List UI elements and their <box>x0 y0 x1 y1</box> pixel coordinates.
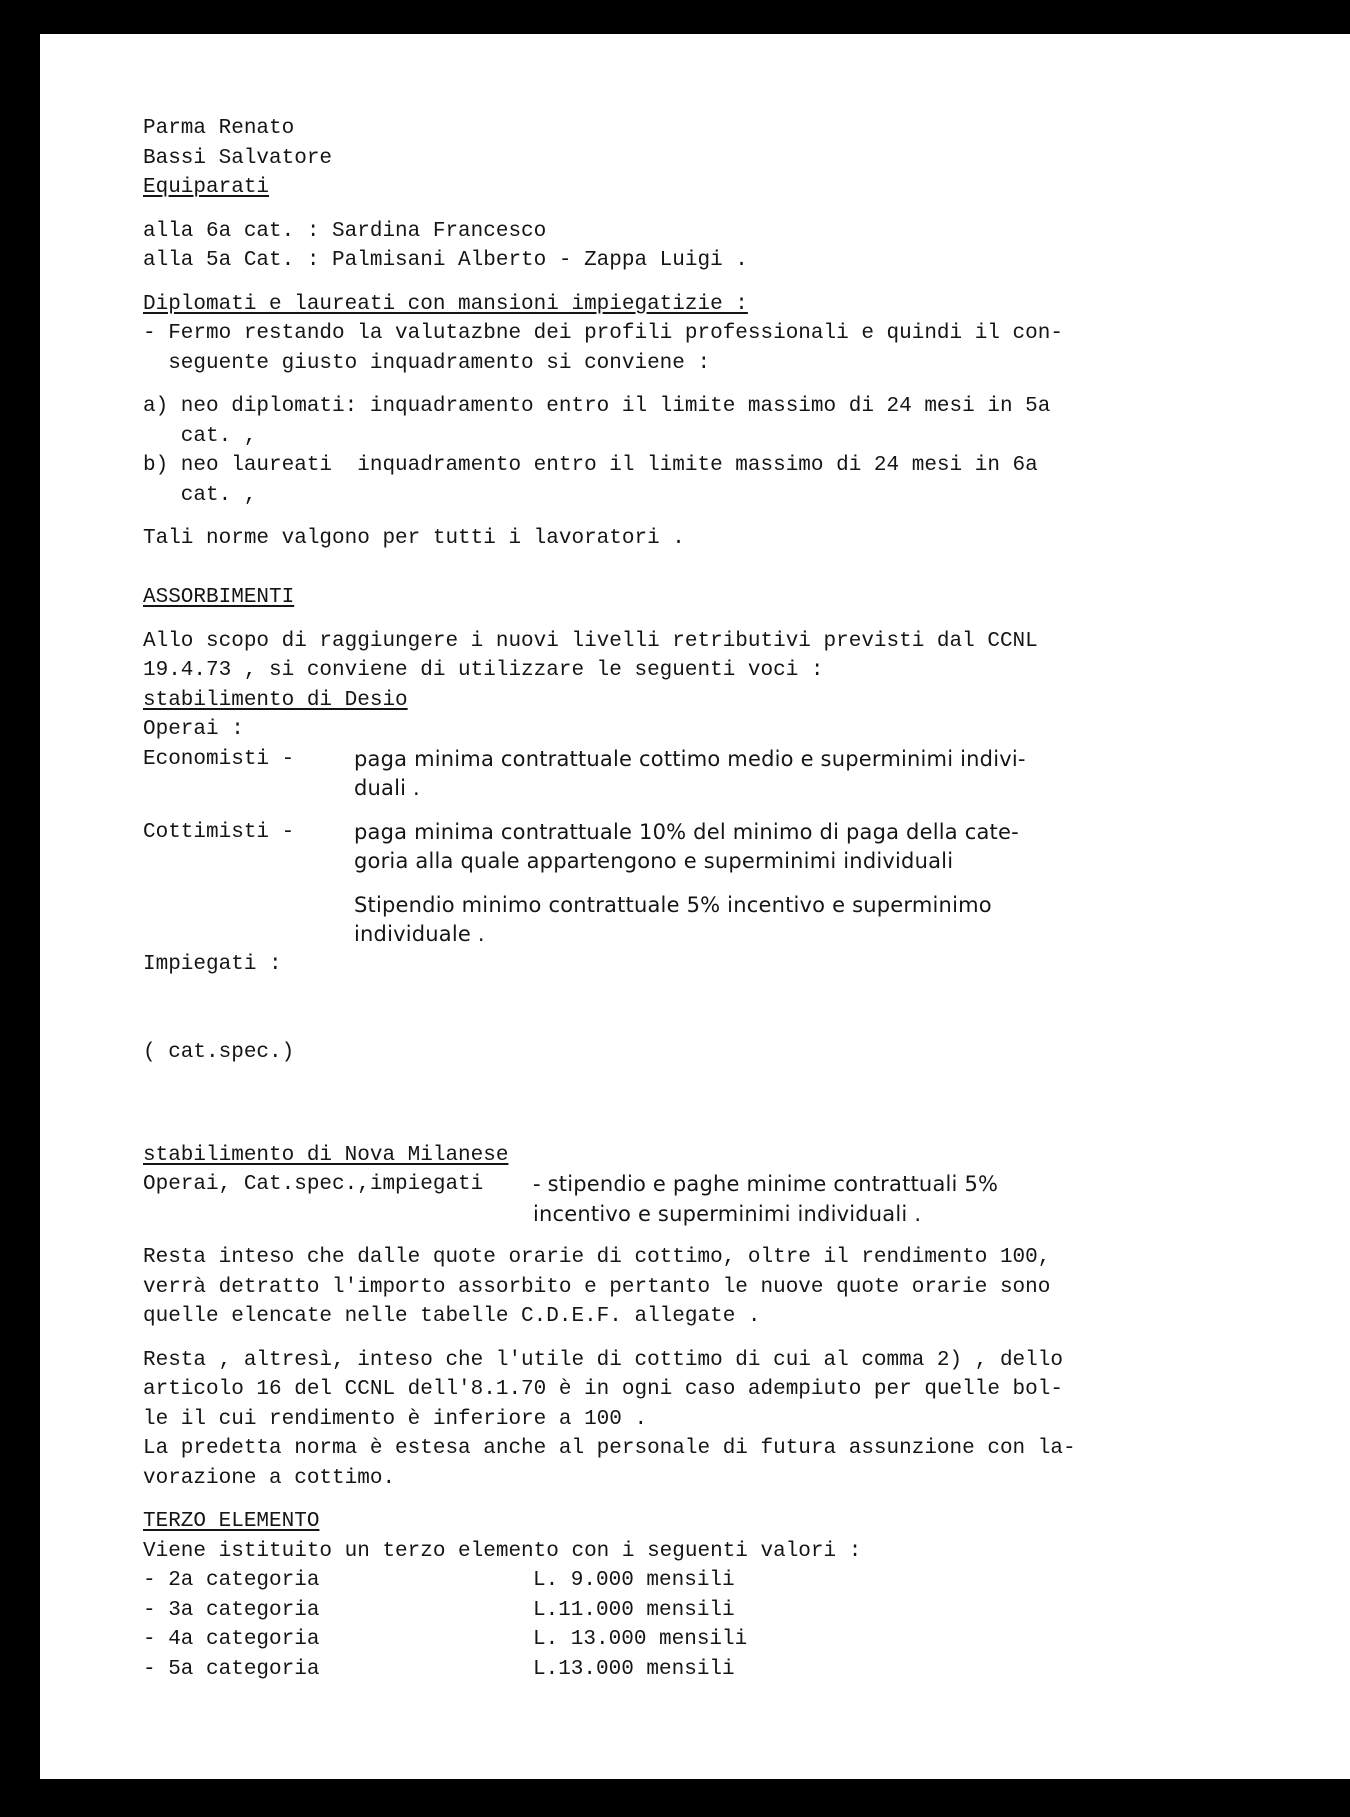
list-item-a: a) neo diplomati: inquadramento entro il limite massimo di 24 mesi in 5a <box>143 395 1051 418</box>
value-cell: L.13.000 mensili <box>533 1657 735 1681</box>
name-line: Parma Renato <box>143 117 295 140</box>
section-heading-assorbimenti: ASSORBIMENTI <box>143 586 295 609</box>
economisti-row <box>143 745 1313 804</box>
paragraph-line: Tali norme valgono per tutti i lavoratori . <box>143 527 685 550</box>
paragraph-line: 19.4.73 , si conviene di utilizzare le seguenti voci : <box>143 659 824 682</box>
economisti-text: paga minima contrattuale cottimo medio e superminimi indivi- <box>354 746 1026 771</box>
impiegati-text: Stipendio minimo contrattuale 5% incentivo e superminimo <box>354 892 992 917</box>
impiegati-row <box>143 891 1313 1127</box>
section-heading-equiparati: Equiparati <box>143 176 270 199</box>
paragraph-line: verrà detratto l'importo assorbito e pertanto le nuove quote orarie sono <box>143 1275 1051 1299</box>
table-row <box>143 1596 1313 1626</box>
equiparati-line: alla 5a Cat. : Palmisani Alberto - Zappa Luigi . <box>143 249 748 272</box>
value-cell: L.11.000 mensili <box>533 1598 735 1622</box>
category-cell: - 5a categoria <box>143 1657 320 1681</box>
paragraph-line: La predetta norma è estesa anche al personale di futura assunzione con la- <box>143 1437 1076 1460</box>
document-body <box>143 114 1313 1684</box>
table-row <box>143 1566 1313 1596</box>
list-item-b: b) neo laureati inquadramento entro il limite massimo di 24 mesi in 6a <box>143 454 1038 477</box>
list-item-b: cat. , <box>143 483 257 507</box>
nova-text: - stipendio e paghe minime contrattuali 5% <box>533 1172 999 1196</box>
section-heading-diplomati: Diplomati e laureati con mansioni impiegatizie : <box>143 292 748 316</box>
category-cell: - 2a categoria <box>143 1569 320 1592</box>
paragraph-line: Resta , altresì, inteso che l'utile di cottimo di cui al comma 2) , dello <box>143 1348 1063 1372</box>
impiegati-text: individuale . <box>354 922 485 946</box>
paragraph-line: Viene istituito un terzo elemento con i seguenti valori : <box>143 1539 862 1563</box>
economisti-text: duali . <box>354 776 420 800</box>
cottimisti-text: paga minima contrattuale 10% del minimo di paga della cate- <box>354 819 1019 844</box>
value-cell: L. 9.000 mensili <box>533 1569 735 1592</box>
paragraph-line: - Fermo restando la valutazbne dei profili professionali e quindi il con- <box>143 322 1063 345</box>
operai-label: Operai : <box>143 718 244 741</box>
category-cell: - 3a categoria <box>143 1598 320 1622</box>
paragraph-line: quelle elencate nelle tabelle C.D.E.F. allegate . <box>143 1305 761 1328</box>
paragraph-line: vorazione a cottimo. <box>143 1466 396 1490</box>
subheading-desio: stabilimento di Desio <box>143 688 408 712</box>
paragraph-line: Resta inteso che dalle quote orarie di cottimo, oltre il rendimento 100, <box>143 1246 1051 1269</box>
cottimisti-row <box>143 818 1313 877</box>
list-item-a: cat. , <box>143 424 257 448</box>
cottimisti-label: Cottimisti - <box>143 820 295 844</box>
table-row <box>143 1655 1313 1685</box>
impiegati-label: ( cat.spec.) <box>143 1041 295 1064</box>
subheading-nova-milanese: stabilimento di Nova Milanese <box>143 1143 509 1167</box>
cottimisti-text: goria alla quale appartengono e superminimi individuali <box>354 849 954 873</box>
paragraph-line: seguente giusto inquadramento si conviene : <box>143 351 711 375</box>
name-line: Bassi Salvatore <box>143 146 333 170</box>
equiparati-line: alla 6a cat. : Sardina Francesco <box>143 219 547 243</box>
value-cell: L. 13.000 mensili <box>533 1628 748 1651</box>
nova-text: incentivo e superminimi individuali . <box>533 1201 922 1226</box>
nova-label: Operai, Cat.spec.,impiegati <box>143 1173 484 1196</box>
table-row <box>143 1625 1313 1655</box>
document-page <box>40 34 1350 1779</box>
economisti-label: Economisti - <box>143 747 295 771</box>
section-heading-terzo-elemento: TERZO ELEMENTO <box>143 1510 320 1533</box>
paragraph-line: Allo scopo di raggiungere i nuovi livelli retributivi previsti dal CCNL <box>143 629 1038 653</box>
impiegati-label: Impiegati : <box>143 952 282 976</box>
paragraph-line: articolo 16 del CCNL dell'8.1.70 è in ogni caso adempiuto per quelle bol- <box>143 1378 1063 1401</box>
nova-row <box>143 1170 1313 1229</box>
category-cell: - 4a categoria <box>143 1628 320 1651</box>
paragraph-line: le il cui rendimento è inferiore a 100 . <box>143 1407 648 1431</box>
